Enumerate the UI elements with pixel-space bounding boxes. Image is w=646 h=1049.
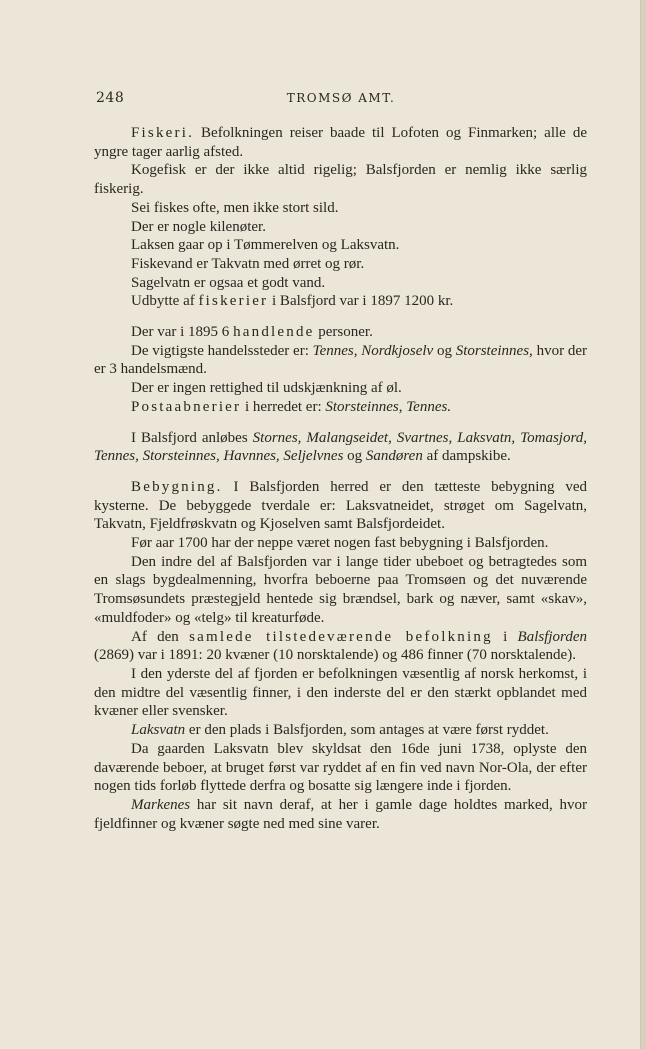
text-run: Befolkningen reiser baade til Lofoten og Finmarken; alle de yngre tager aarlig afsted. [94, 125, 587, 160]
text-run: Da gaarden Laksvatn blev skyldsat den 16de juni 1738, oplyste den daværende beboer, at bruget først var ryddet af en fin ved navn Nor-Ola, der efter nogen tids forløb flyttede derfra og bosatte sig længere inde i fjorden. [94, 740, 587, 795]
paragraph [94, 398, 587, 417]
text-run: Der var i 1895 6 [131, 324, 234, 341]
italic-text: Stornes, Malangseidet, Svartnes, Laksvatn, Tomasjord, Tennes, Storsteinnes, Havnnes, Seljelvnes [94, 429, 588, 465]
italic-text: Balsfjorden [517, 628, 587, 645]
paragraph [94, 236, 587, 255]
paragraph [94, 379, 587, 398]
text-run: Laksen gaar op i Tømmerelven og Laksvatn. [131, 237, 400, 254]
text-run: I Balsfjorden herred er den tætteste bebygning ved kysterne. De bebyggede tverdale er: Laksvatneidet, strøget om Sagelvatn, Takvatn, Fjeldfrøskvatn og Kjoselven samt Balsfjordeidet. [94, 478, 587, 533]
spaced-text: handlende [233, 324, 315, 341]
italic-text: Storsteinnes, [455, 342, 533, 359]
italic-text: Tennes, Nordkjoselv [312, 342, 434, 359]
spaced-text: fiskerier [198, 293, 269, 310]
text-run: Kogefisk er der ikke altid rigelig; Balsfjorden er nemlig ikke særlig fiskerig. [94, 162, 587, 198]
paragraph-gap [94, 311, 587, 323]
paragraph [94, 199, 587, 218]
text-run: i [492, 628, 518, 645]
paragraph [94, 796, 587, 833]
text-run: Der er nogle kilenøter. [131, 218, 266, 235]
text-run: (2869) var i 1891: 20 kvæner (10 norsktalende) og 486 finner (70 norsktalende). [94, 647, 576, 664]
text-run: De vigtigste handelssteder er: [131, 342, 313, 359]
body-text [94, 124, 587, 833]
text-run: og [433, 342, 456, 359]
text-run: af dampskibe. [422, 448, 511, 465]
paragraph [94, 274, 587, 293]
text-run: personer. [314, 324, 373, 341]
text-run: Sei fiskes ofte, men ikke stort sild. [131, 199, 339, 216]
italic-text: Markenes [131, 796, 191, 813]
paragraph [94, 255, 587, 274]
text-run: I Balsfjord anløbes [131, 429, 253, 446]
page-header [96, 90, 586, 110]
text-run: Udbytte af [131, 293, 199, 310]
paragraph [94, 553, 587, 628]
paragraph [94, 161, 587, 198]
text-run: Der er ingen rettighed til udskjænkning af øl. [131, 380, 402, 397]
spaced-text: Bebygning. [131, 478, 223, 495]
paragraph [94, 323, 587, 342]
paragraph [94, 740, 587, 796]
italic-text: Sandøren [365, 448, 423, 465]
paragraph [94, 429, 587, 466]
text-run: Fiskevand er Takvatn med ørret og rør. [131, 255, 365, 272]
text-run: hvor der er 3 handelsmænd. [94, 342, 587, 378]
text-run: har sit navn deraf, at her i gamle dage holdtes marked, hvor fjeldfinner og kvæner søgte ned med sine varer. [94, 796, 587, 832]
paragraph [94, 534, 587, 553]
text-run: i herredet er: [241, 398, 326, 415]
running-head: TROMSØ AMT. [286, 91, 396, 105]
page-edge [640, 0, 646, 1049]
text-run: Sagelvatn er ogsaa et godt vand. [131, 274, 326, 291]
paragraph [94, 478, 587, 534]
paragraph-gap [94, 466, 587, 478]
paragraph [94, 721, 587, 740]
text-run: i Balsfjord var i 1897 1200 kr. [268, 293, 454, 310]
text-run: Af den [131, 628, 190, 645]
text-run: er den plads i Balsfjorden, som antages at være først ryddet. [185, 722, 549, 739]
italic-text: Laksvatn [131, 722, 186, 739]
paragraph [94, 218, 587, 237]
paragraph-gap [94, 417, 587, 429]
paragraph [94, 628, 587, 665]
text-run: Den indre del af Balsfjorden var i lange tider ubeboet og betragtedes som en slags bygdealmenning, hvorfra beboerne paa Tromsøen og det nuværende Tromsøsundets præstegjeld hentede sig brændsel, bark og næver, samt «skav», «muldfoder» og «telg» til kreaturføde. [94, 553, 587, 626]
paragraph [94, 342, 587, 379]
page-number: 248 [96, 90, 125, 106]
spaced-text: samlede tilstedeværende befolkning [189, 628, 493, 645]
spaced-text: Postaabnerier [131, 398, 242, 415]
text-run: Før aar 1700 har der neppe været nogen fast bebygning i Balsfjorden. [131, 535, 549, 552]
text-run: og [343, 448, 366, 465]
text-run: I den yderste del af fjorden er befolkningen væsentlig af norsk herkomst, i den midtre del væsentlig finner, i den inderste del er den stærkt opblandet med kvæner eller svensker. [94, 665, 587, 720]
italic-text: Storsteinnes, Tennes. [325, 398, 452, 415]
paragraph [94, 292, 587, 311]
paragraph [94, 665, 587, 721]
paragraph [94, 124, 587, 161]
spaced-text: Fiskeri. [131, 125, 195, 141]
